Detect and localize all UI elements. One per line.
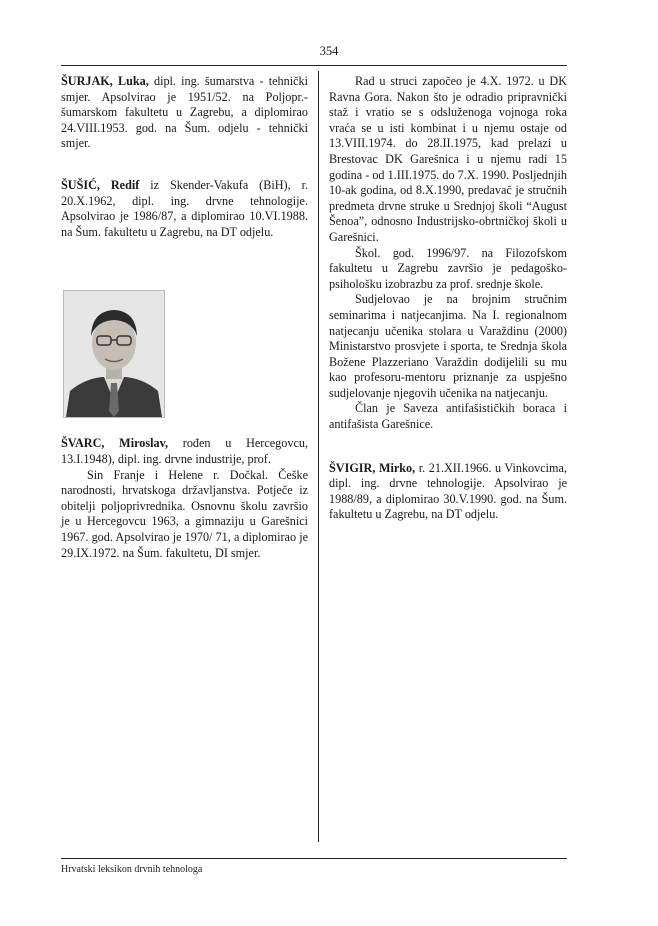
entry-text: iz Skender-Vakufa (BiH), r. 20.X.1962, dipl. ing. drvne tehnologije. Apsolvirao je 1986/87, a diplomirao 10.VI.1988. na Šum. fakultetu u Zagrebu, na DT odjelu. xyxy=(61,177,308,239)
footer-rule xyxy=(61,858,567,859)
entry-text: dipl. ing. šumarstva - tehnički smjer. Apsolvirao je 1951/52. na Poljopr.-šumarskom fakultetu u Zagrebu, a diplomirao 24.VIII.1953. god. na Šum. odjelu - tehnički smjer. xyxy=(61,74,308,151)
headword: ŠVARC, Miroslav, xyxy=(61,436,169,451)
entry-svigir xyxy=(329,461,567,523)
portrait-photo xyxy=(63,290,165,418)
entry-text: r. 21.XII.1966. u Vinkovcima, dipl. ing. drvne tehnologije. Apsolvirao je 1988/89, a diplomirao 30.V.1990. god. na Šum. fakultetu u Zagrebu, na DT odjelu. xyxy=(329,460,567,522)
column-divider xyxy=(318,71,319,842)
paragraph: Rad u struci započeo je 4.X. 1972. u DK Ravna Gora. Nakon što je odradio pripravnički staž i vratio se s odsluženoga vojnoga roka vraća se u isti kombinat i u njemu ostaje od 13.VIII.1974. do 28.II.1975, kad prelazi u Brestovac DK Garešnica i u njemu radi 15 godina - od 1.III.1975. do 7.X. 1990. Posljednjih 10-ak godina, od 8.X.1990, predavač je stručnih predmeta drvne struke u Srednjoj školi “August Šenoa”, odnosno Industrijsko-obrtničkoj školi u Garešnici. xyxy=(329,74,567,244)
entry-text: rođen u Hercegovcu, 13.I.1948), dipl. ing. drvne industrije, prof. xyxy=(61,436,308,466)
entry-svarc xyxy=(61,436,308,561)
headword: ŠURJAK, Luka, xyxy=(61,74,149,88)
paragraph: Škol. god. 1996/97. na Filozofskom fakultetu u Zagrebu završio je pedagoško-psihološku izobrazbu za prof. srednje škole. xyxy=(329,245,567,291)
left-column xyxy=(61,74,308,561)
headword: ŠUŠIĆ, Redif xyxy=(61,177,140,192)
entry-text: Sin Franje i Helene r. Dočkal. Češke narodnosti, hrvatskoga državljanstva. Potječe iz obitelji poljoprivrednika. Osnovnu školu završio je u Hercegovcu 1963, a gimnaziju u Garešnici 1967. god. Apsolvirao je 1970/ 71, a diplomirao je 29.IX.1972. na Šum. fakultetu, DI smjer. xyxy=(61,467,308,560)
entry-surjak xyxy=(61,74,308,152)
paragraph: Član je Saveza antifašističkih boraca i antifašista Garešnice. xyxy=(329,401,567,432)
entry-susic xyxy=(61,178,308,240)
header-rule xyxy=(61,65,567,66)
right-column xyxy=(329,74,567,523)
page-number: 354 xyxy=(319,44,339,58)
footer-title: Hrvatski leksikon drvnih tehnologa xyxy=(61,864,203,875)
paragraph: Sudjelovao je na brojnim stručnim seminarima i natjecanjima. Na I. regionalnom natjecanju učenika stolara u Varaždinu (2000) Ministarstvo prosvjete i sporta, te Srednja škola Božene Plazzeriano Varaždin dodijelili su mu kao profesoru-mentoru priznanje za uspješno sudjelovanje njegovih učenika na natjecanju. xyxy=(329,292,567,400)
headword: ŠVIGIR, Mirko, xyxy=(329,460,416,475)
